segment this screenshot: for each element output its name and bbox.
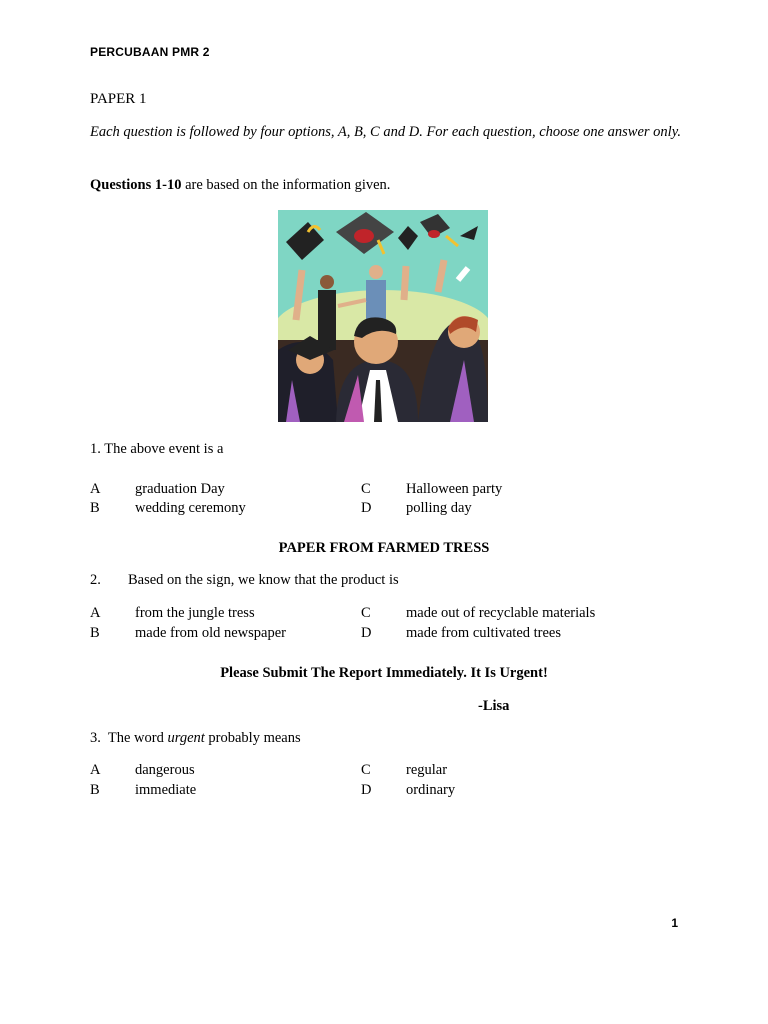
q3-option-c-text: regular (406, 762, 448, 778)
questions-range: Questions 1-10 (90, 177, 182, 193)
questions-intro-text: are based on the information given. (181, 177, 391, 193)
q3-notice-signature: -Lisa (478, 698, 510, 714)
q2-option-c-letter: C (361, 605, 371, 621)
q3-option-a-text: dangerous (135, 762, 195, 778)
q3-notice-text: Please Submit The Report Immediately. It Is Urgent! (220, 665, 548, 681)
page-number: 1 (671, 916, 678, 930)
q1-option-d-letter: D (361, 500, 372, 516)
paper-title: PAPER 1 (90, 91, 147, 107)
q2-option-d-text: made from cultivated trees (406, 625, 562, 641)
page-header: PERCUBAAN PMR 2 (90, 45, 210, 59)
q1-option-b-text: wedding ceremony (135, 500, 246, 516)
question-1-stem: 1. The above event is a (90, 441, 224, 457)
q2-option-a-letter: A (90, 605, 101, 621)
q3-stem-keyword: urgent (167, 730, 205, 746)
q1-option-d-text: polling day (406, 500, 472, 516)
q3-option-c-letter: C (361, 762, 371, 778)
questions-intro (90, 176, 390, 195)
q1-option-b-letter: B (90, 500, 100, 516)
q2-sign-text: PAPER FROM FARMED TRESS (278, 540, 490, 556)
graduation-clipart-image (278, 210, 488, 422)
q2-option-a-text: from the jungle tress (135, 605, 255, 621)
q3-option-d-text: ordinary (406, 782, 456, 798)
question-2-stem: Based on the sign, we know that the product is (128, 572, 399, 588)
q3-stem-prefix: 3. The word (90, 730, 168, 746)
q1-option-c-letter: C (361, 481, 371, 497)
instructions: Each question is followed by four options, A, B, C and D. For each question, choose one answer only. (90, 124, 681, 140)
q3-option-a-letter: A (90, 762, 101, 778)
q1-option-a-text: graduation Day (135, 481, 225, 497)
q2-option-c-text: made out of recyclable materials (406, 605, 596, 621)
q1-option-c-text: Halloween party (406, 481, 503, 497)
question-3-stem (90, 729, 301, 748)
q3-option-b-letter: B (90, 782, 100, 798)
q1-option-a-letter: A (90, 481, 101, 497)
q2-option-d-letter: D (361, 625, 372, 641)
q2-option-b-letter: B (90, 625, 100, 641)
question-2-number: 2. (90, 572, 101, 588)
q3-stem-suffix: probably means (204, 730, 301, 746)
q3-option-d-letter: D (361, 782, 372, 798)
q2-option-b-text: made from old newspaper (135, 625, 286, 641)
q3-option-b-text: immediate (135, 782, 197, 798)
